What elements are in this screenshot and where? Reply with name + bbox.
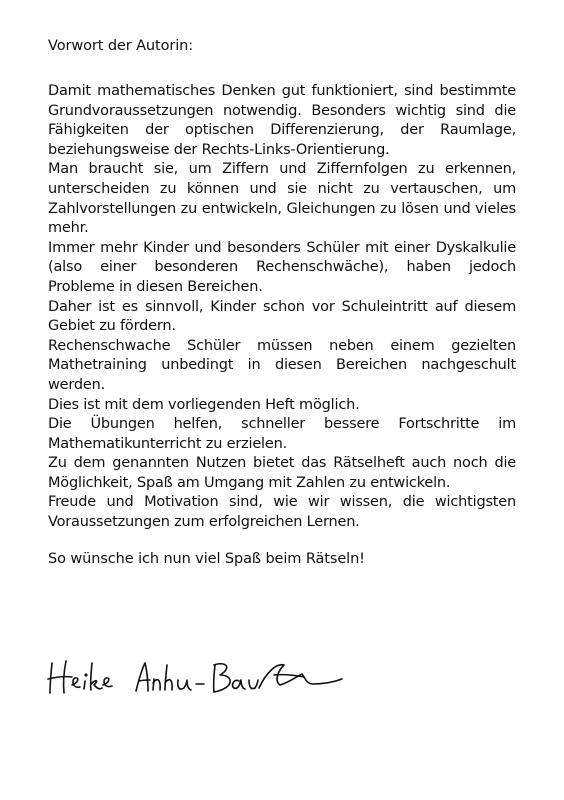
paragraph-remedial-training: Rechenschwache Schüler müssen neben einem gezielten Mathetraining unbedingt in diesen Bereichen nachgeschult werden. — [48, 337, 516, 393]
preface-body — [48, 82, 516, 533]
paragraph-motivation: Freude und Motivation sind, wie wir wissen, die wichtigsten Voraussetzungen zum erfolgreichen Lernen. — [48, 494, 516, 531]
paragraph-puzzle-fun: Zu dem genannten Nutzen bietet das Rätselheft auch noch die Möglichkeit, Spaß am Umgang mit Zahlen zu entwickeln. — [48, 455, 516, 491]
paragraph-need: Man braucht sie, um Ziffern und Ziffernfolgen zu erkennen, unterscheiden zu können und sie nicht zu vertauschen, um Zahlvorstellungen zu entwickeln, Gleichungen zu lösen und vieles mehr. — [48, 161, 516, 237]
paragraph-early-support: Daher ist es sinnvoll, Kinder schon vor Schuleintritt auf diesem Gebiet zu fördern. — [48, 298, 516, 335]
closing-line: So wünsche ich nun viel Spaß beim Rätseln! — [48, 551, 365, 567]
preface-heading: Vorwort der Autorin: — [48, 38, 194, 54]
paragraph-dyscalculia: Immer mehr Kinder und besonders Schüler mit einer Dyskalkulie (also einer besonderen Rechenschwäche), haben jedoch Probleme in diesen Bereichen. — [48, 239, 516, 295]
paragraph-this-booklet: Dies ist mit dem vorliegenden Heft möglich. — [48, 396, 360, 413]
author-signature — [44, 655, 344, 700]
paragraph-exercises: Die Übungen helfen, schneller bessere Fortschritte im Mathematikunterricht zu erzielen. — [48, 416, 516, 452]
paragraph-prerequisites: Damit mathematisches Denken gut funktioniert, sind bestimmte Grundvoraussetzungen notwendig. Besonders wichtig sind die Fähigkeiten der optischen Differenzierung, der Raumlage, beziehungsweise der Rechts-Links-Orientierung. — [48, 83, 516, 158]
